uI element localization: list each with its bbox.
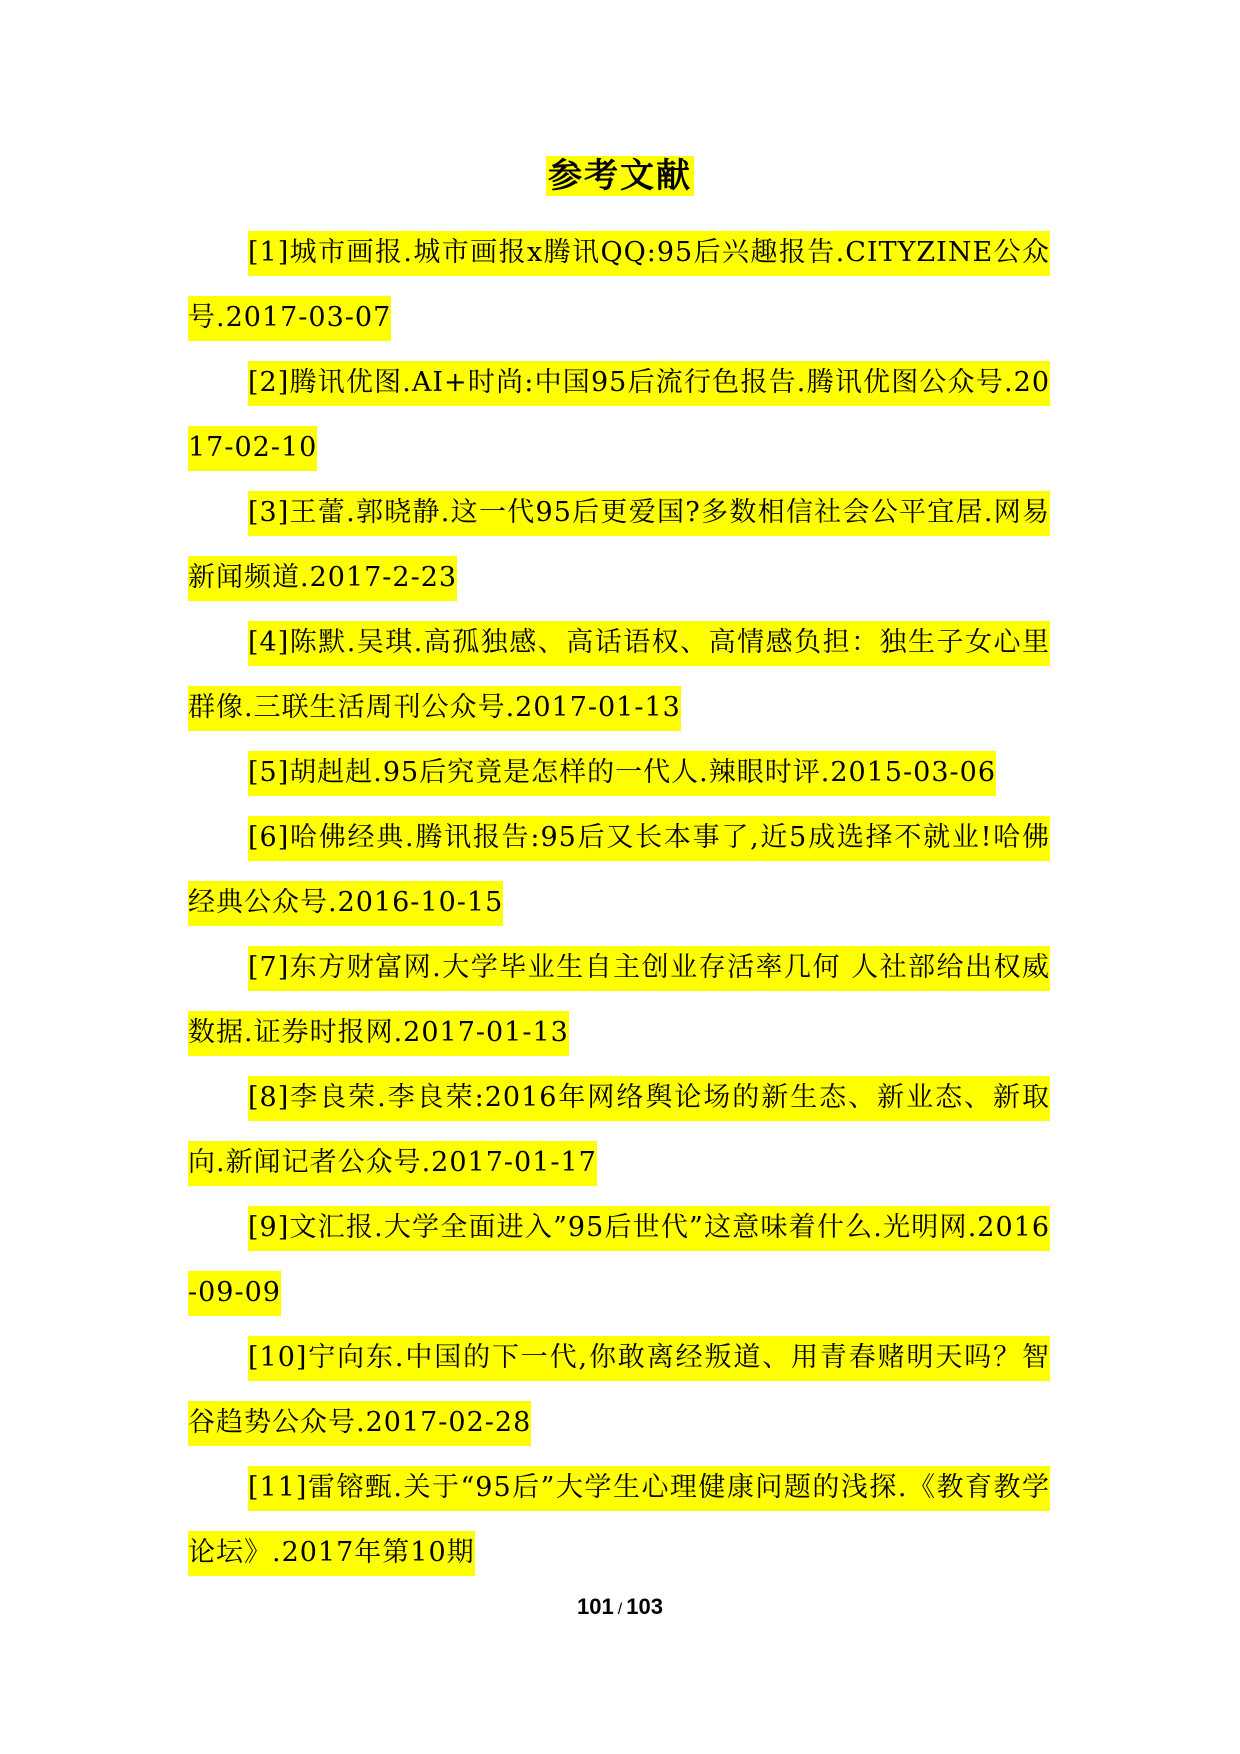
reference-item	[188, 220, 1050, 350]
page-title	[0, 150, 1240, 202]
reference-item	[188, 350, 1050, 480]
page-number-separator: /	[617, 1601, 623, 1618]
reference-text: [1]城市画报.城市画报x腾讯QQ:95后兴趣报告.CITYZINE公众号.2017-03-07	[188, 231, 1050, 341]
page-number	[0, 1592, 1240, 1625]
reference-item	[188, 935, 1050, 1065]
reference-text: [4]陈默.吴琪.高孤独感、高话语权、高情感负担：独生子女心里群像.三联生活周刊公众号.2017-01-13	[188, 621, 1050, 731]
reference-text: [5]胡赳赳.95后究竟是怎样的一代人.辣眼时评.2015-03-06	[248, 751, 996, 796]
reference-item	[188, 1195, 1050, 1325]
reference-text: [10]宁向东.中国的下一代,你敢离经叛道、用青春赌明天吗？智谷趋势公众号.2017-02-28	[188, 1336, 1050, 1446]
reference-item	[188, 480, 1050, 610]
reference-text: [9]文汇报.大学全面进入”95后世代”这意味着什么.光明网.2016-09-09	[188, 1206, 1050, 1316]
reference-text: [8]李良荣.李良荣:2016年网络舆论场的新生态、新业态、新取向.新闻记者公众号.2017-01-17	[188, 1076, 1050, 1186]
reference-text: [11]雷镕甄.关于“95后”大学生心理健康问题的浅探.《教育教学论坛》.2017年第10期	[188, 1466, 1050, 1576]
reference-text: [2]腾讯优图.AI+时尚:中国95后流行色报告.腾讯优图公众号.2017-02-10	[188, 361, 1050, 471]
reference-item	[188, 740, 1050, 805]
reference-item	[188, 805, 1050, 935]
page-title-text: 参考文献	[548, 156, 692, 196]
reference-item	[188, 1065, 1050, 1195]
reference-item	[188, 1455, 1050, 1585]
reference-item	[188, 1325, 1050, 1455]
reference-item	[188, 610, 1050, 740]
reference-list	[188, 220, 1050, 1585]
current-page-number: 101	[577, 1594, 614, 1619]
total-page-count: 103	[626, 1594, 663, 1619]
reference-text: [7]东方财富网.大学毕业生自主创业存活率几何 人社部给出权威数据.证券时报网.2017-01-13	[188, 946, 1050, 1056]
reference-text: [3]王蕾.郭晓静.这一代95后更爱国?多数相信社会公平宜居.网易新闻频道.2017-2-23	[188, 491, 1050, 601]
reference-text: [6]哈佛经典.腾讯报告:95后又长本事了,近5成选择不就业!哈佛经典公众号.2016-10-15	[188, 816, 1050, 926]
